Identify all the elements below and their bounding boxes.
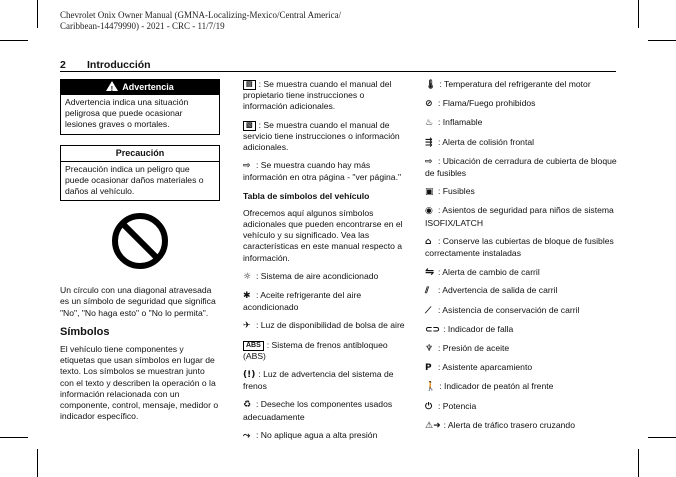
parking-assist-icon: P [425,363,432,374]
lane-departure-icon: ⫽ [425,286,430,297]
lane-keep-assist-icon: ⟋ [425,305,432,316]
crop-mark [37,0,38,28]
brake-warning-icon: (!) [243,370,256,381]
symbol-text: : Alerta de cambio de carril [438,267,540,278]
symbol-text: : Alerta de colisión frontal [438,136,535,147]
page-header [60,59,616,71]
oil-pressure-icon: ♆ [425,344,434,355]
manual-symbol-item [243,79,405,113]
page-symbol-item [243,160,405,183]
symbol-text: : Presión de aceite [438,343,510,354]
child-seat-icon: ◉ [425,206,433,217]
flammable-icon: ♨ [425,118,434,129]
warning-text: Advertencia indica una situación peligrosa que puede ocasionar lesiones graves o mortales. [65,97,189,130]
symbol-item-lane-keep [425,305,620,317]
warning-box [60,79,220,135]
coolant-temperature-icon: 🌡 [425,80,437,90]
airbag-icon: ✈ [243,321,251,332]
prohibition-circle-figure [60,211,220,279]
crop-mark [648,40,676,41]
symbol-item-fuse-cover [425,236,620,259]
symbol-text: : Luz de disponibilidad de bolsa de aire [256,320,405,331]
symbol-text: : Indicador de peatón al frente [439,381,554,392]
power-icon: ⏻ [425,401,433,412]
symbol-text: : Deseche los componentes usados adecuadamente [243,399,393,422]
symbols-heading: Símbolos [60,325,110,338]
fuse-icon: ▣ [425,187,434,198]
symbol-text: : Sistema de frenos antibloqueo (ABS) [243,339,388,361]
symbol-text: : No aplique agua a alta presión [256,429,378,440]
forward-collision-icon: ⇶ [425,137,433,148]
ac-refrigerant-oil-icon: ✱ [243,291,251,302]
symbol-item-airbag [243,320,405,332]
arrow-right-icon: ⇨ [243,161,251,172]
fuse-cover-lock-icon: ⇨ [425,156,433,167]
crop-mark [648,437,676,438]
symbol-text: : Conserve las cubiertas de bloque de fusibles correctamente instaladas [425,235,614,259]
symbol-text: : Alerta de tráfico trasero cruzando [443,419,575,430]
symbols-text: El vehículo tiene componentes y etiquetas que usan símbolos en lugar de texto. Los símbolos se muestran junto con el texto y describen la operación o la información relacionada con un componente, control, mensaje, medidor o indicador específico. [60,344,219,422]
dispose-icon: ♻ [243,400,252,411]
column-1 [60,79,220,430]
symbol-item-rear-cross-traffic [425,420,620,432]
running-head [60,10,390,32]
symbol-item-isofix [425,205,620,228]
symbol-item-lane-change [425,266,620,278]
fuse-cover-icon: ⌂ [425,236,432,247]
service-symbol-text: : Se muestra cuando el manual de servicio tiene instrucciones o información adicionales. [243,119,400,153]
lane-change-alert-icon: ⇋ [425,265,435,279]
running-head-line2: Caribbean-14479990) - 2021 - CRC - 11/7/19 [60,21,225,31]
warning-header [61,80,219,95]
symbol-text: : Aceite refrigerante del aire acondicionado [243,290,362,313]
symbol-text: : Ubicación de cerradura de cubierta de bloque de fusibles [425,155,617,179]
symbol-item-ac-oil [243,290,405,313]
symbol-item-malfunction [425,324,620,336]
circle-caption: Un círculo con una diagonal atravesada es un símbolo de seguridad que significa "No", "No haga esto" o "No lo permita". [60,285,216,318]
symbol-text: : Indicador de falla [443,323,514,334]
page-symbol-text: : Se muestra cuando hay más información en otra página - "ver página." [243,160,402,183]
crop-mark [0,437,28,438]
owner-manual-icon: ▤ [243,80,256,90]
prohibition-icon [110,211,170,271]
symbol-item-no-flame [425,98,620,110]
symbol-item-abs [243,340,405,362]
table-heading: Tabla de símbolos del vehículo [243,190,370,201]
crop-mark [0,40,28,41]
column-2 [243,79,405,449]
symbol-text: : Asistente aparcamiento [438,362,533,373]
symbol-item-fuses [425,186,620,198]
symbol-text: : Temperatura del refrigerante del motor [439,79,591,89]
symbol-item-water [243,430,405,442]
crop-mark [638,449,639,477]
symbol-text: : Inflamable [438,117,483,128]
symbol-text: : Flama/Fuego prohibidos [438,98,536,109]
engine-malfunction-icon: ⊂⊃ [425,324,441,335]
column-3 [425,79,620,439]
symbol-item-power [425,401,620,413]
section-title: Introducción [87,59,151,71]
header-rule [60,71,616,72]
abs-icon: ABS [243,341,264,351]
symbol-item-dispose [243,399,405,422]
symbol-text: : Asientos de seguridad para niños de sistema ISOFIX/LATCH [425,205,614,228]
warning-title: Advertencia [122,82,174,92]
running-head-line1: Chevrolet Onix Owner Manual (GMNA-Localizing-Mexico/Central America/ [60,10,342,20]
pedestrian-icon: 🚶 [425,382,437,393]
symbol-text: : Asistencia de conservación de carril [438,304,580,315]
air-conditioning-icon: ☼ [243,271,252,282]
caution-text: Precaución indica un peligro que puede ocasionar daños materiales o daños al vehículo. [65,163,204,197]
symbol-item-flammable [425,117,620,129]
crop-mark [638,0,639,28]
no-high-pressure-water-icon: ⤳ [243,430,251,441]
manual-symbol-text: : Se muestra cuando el manual del propietario tiene instrucciones o información adicionales. [243,79,392,112]
symbol-text: : Sistema de aire acondicionado [256,270,379,281]
crop-mark [37,449,38,477]
symbol-text: : Potencia [438,400,477,411]
symbol-item-brake [243,369,405,392]
symbol-item-lane-departure [425,285,620,297]
rear-cross-traffic-icon: ⚠➜ [425,420,441,431]
symbol-item-fuse-lock [425,156,620,179]
warning-triangle-icon [106,81,118,91]
symbol-item-pedestrian [425,381,620,393]
symbol-text: : Luz de advertencia del sistema de frenos [243,369,394,392]
caution-title: Precaución [61,146,219,162]
symbol-item-coolant [425,79,620,91]
service-symbol-item [243,120,405,154]
symbol-text: : Fusibles [438,186,475,197]
symbol-item-ac [243,271,405,283]
symbol-item-oil-pressure [425,343,620,355]
service-manual-icon: ▧ [243,121,256,131]
symbol-item-parking [425,362,620,374]
page-number: 2 [60,59,66,71]
symbol-text: : Advertencia de salida de carril [438,285,558,296]
symbol-item-collision [425,137,620,149]
table-text: Ofrecemos aquí algunos símbolos adicionales que pueden encontrarse en el vehículo y su significado. Vea las características en este manual respecto a información. [243,207,403,263]
no-flame-icon: ⊘ [425,99,433,110]
caution-box [60,145,220,202]
